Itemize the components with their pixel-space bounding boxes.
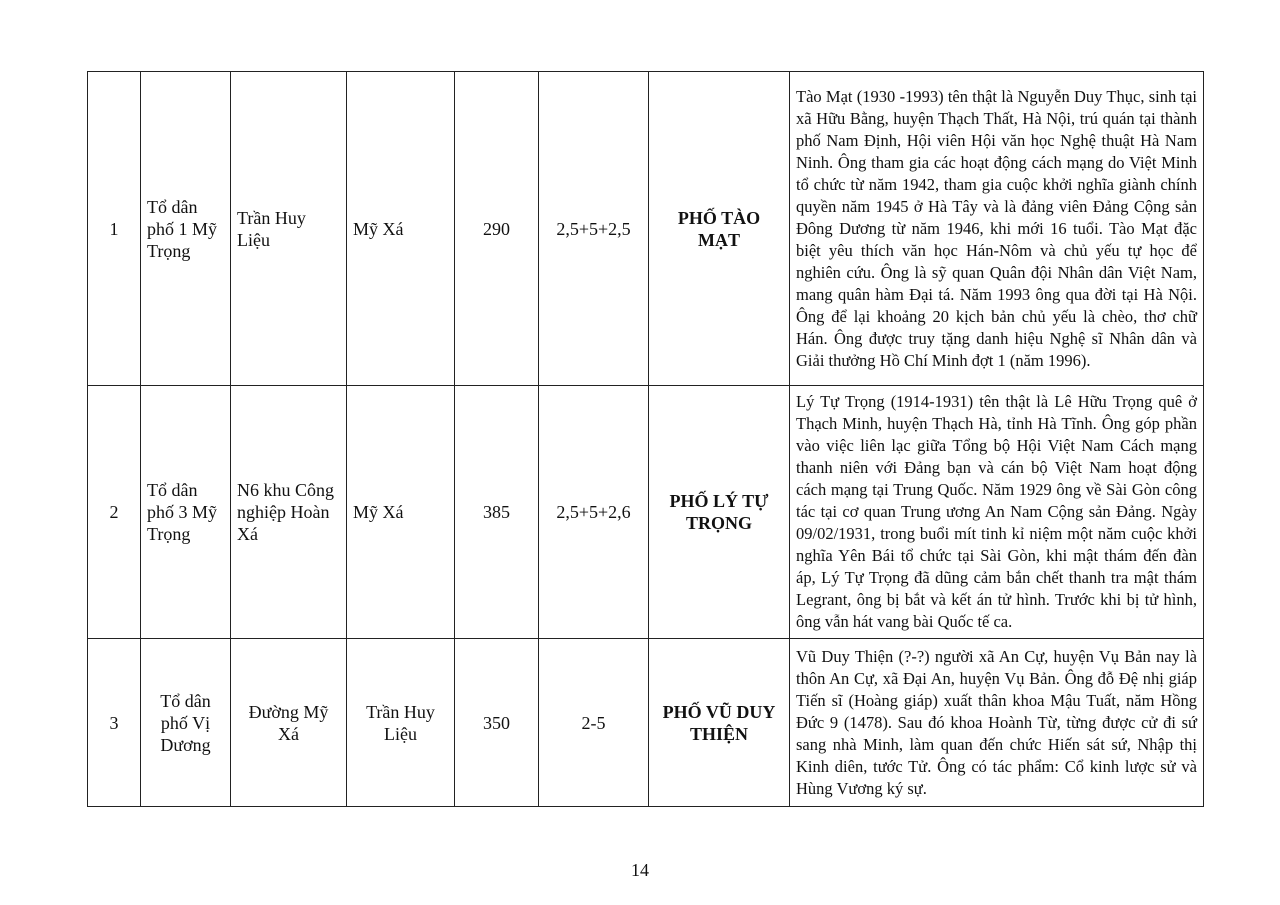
end-point-cell: Mỹ Xá xyxy=(347,386,455,639)
biography-cell: Tào Mạt (1930 -1993) tên thật là Nguyễn Duy Thục, sinh tại xã Hữu Bằng, huyện Thạch Thất, Hà Nội, trú quán tại thành phố Nam Định, Hội viên Hội văn học Nghệ thuật Hà Nam Ninh. Ông tham gia các hoạt động cách mạng do Việt Minh tổ chức từ năm 1942, tham gia cuộc khởi nghĩa giành chính quyền năm 1945 ở Hà Tây và là đảng viên Đảng Cộng sản Đông Dương từ năm 1946, khi mới 16 tuổi. Tào Mạt đặc biệt yêu thích văn học Hán-Nôm và chủ yếu tự học để nghiên cứu. Ông là sỹ quan Quân đội Nhân dân Việt Nam, mang quân hàm Đại tá. Năm 1993 ông qua đời tại Hà Nội. Ông để lại khoảng 20 kịch bản chủ yếu là chèo, thơ chữ Hán. Ông được truy tặng danh hiệu Nghệ sĩ Nhân dân và Giải thưởng Hồ Chí Minh đợt 1 (năm 1996). xyxy=(790,72,1204,386)
end-point-cell: Mỹ Xá xyxy=(347,72,455,386)
street-name-cell: PHỐ VŨ DUY THIỆN xyxy=(649,639,790,807)
residential-group-cell: Tổ dân phố Vị Dương xyxy=(141,639,231,807)
length-cell: 350 xyxy=(455,639,539,807)
width-cell: 2,5+5+2,5 xyxy=(539,72,649,386)
table-row xyxy=(88,386,1204,639)
street-name-cell: PHỐ TÀO MẠT xyxy=(649,72,790,386)
biography-cell: Vũ Duy Thiện (?-?) người xã An Cự, huyện Vụ Bản nay là thôn An Cự, xã Đại An, huyện Vụ Bản. Ông đỗ Đệ nhị giáp Tiến sĩ (Hoàng giáp) xuất thân khoa Mậu Tuất, năm Hồng Đức 9 (1478). Sau đó khoa Hoành Từ, từng được cử đi sứ sang nhà Minh, làm quan đến chức Hiến sát sứ, Nhập thị Kinh diên, tước Tử. Ông có tác phẩm: Cổ kinh lược sử và Hùng Vương ký sự. xyxy=(790,639,1204,807)
start-point-cell: N6 khu Công nghiệp Hoàn Xá xyxy=(231,386,347,639)
residential-group-cell: Tổ dân phố 1 Mỹ Trọng xyxy=(141,72,231,386)
biography-cell: Lý Tự Trọng (1914-1931) tên thật là Lê Hữu Trọng quê ở Thạch Minh, huyện Thạch Hà, tỉnh Hà Tĩnh. Ông góp phần vào việc liên lạc giữa Tổng bộ Hội Việt Nam Cách mạng thanh niên với Đảng bạn và cán bộ Việt Nam hoạt động cách mạng tại Trung Quốc. Năm 1929 ông về Sài Gòn công tác tại cơ quan Trung ương An Nam Cộng sản Đảng. Ngày 09/02/1931, trong buổi mít tinh kỉ niệm một năm cuộc khởi nghĩa Yên Bái tổ chức tại Sài Gòn, khi mật thám đến đàn áp, Lý Tự Trọng đã dũng cảm bắn chết thanh tra mật thám Legrant, ông bị bắt và kết án tử hình. Trước khi bị tử hình, ông vẫn hát vang bài Quốc tế ca. xyxy=(790,386,1204,639)
row-number: 2 xyxy=(88,386,141,639)
table-row xyxy=(88,639,1204,807)
length-cell: 290 xyxy=(455,72,539,386)
length-cell: 385 xyxy=(455,386,539,639)
row-number: 1 xyxy=(88,72,141,386)
width-cell: 2,5+5+2,6 xyxy=(539,386,649,639)
row-number: 3 xyxy=(88,639,141,807)
width-cell: 2-5 xyxy=(539,639,649,807)
table-row xyxy=(88,72,1204,386)
start-point-cell: Đường Mỹ Xá xyxy=(231,639,347,807)
end-point-cell: Trần Huy Liệu xyxy=(347,639,455,807)
street-name-cell: PHỐ LÝ TỰ TRỌNG xyxy=(649,386,790,639)
page-number: 14 xyxy=(631,860,649,880)
start-point-cell: Trần Huy Liệu xyxy=(231,72,347,386)
residential-group-cell: Tổ dân phố 3 Mỹ Trọng xyxy=(141,386,231,639)
street-naming-table xyxy=(87,71,1204,807)
